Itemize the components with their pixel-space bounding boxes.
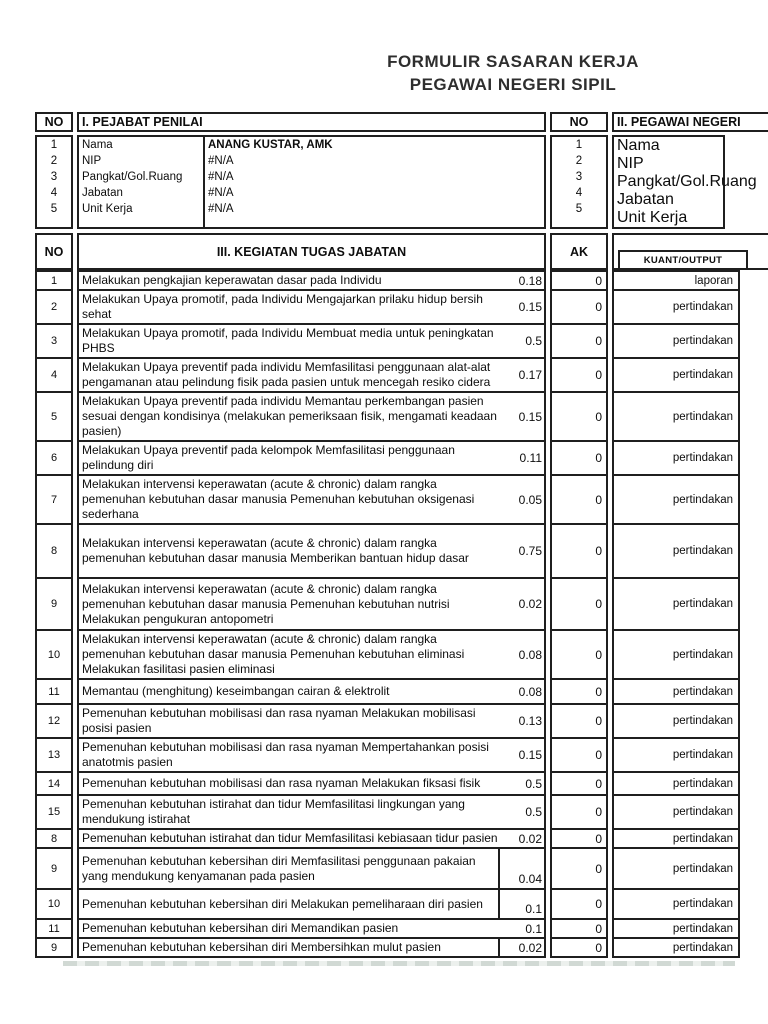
task-no: 8	[35, 828, 73, 849]
pejabat-label: Jabatan	[82, 187, 123, 199]
task-value: 0.15	[518, 300, 542, 314]
task-desc-cell	[77, 794, 546, 830]
task-description: Pemenuhan kebutuhan mobilisasi dan rasa nyaman Melakukan mobilisasi posisi pasien	[82, 706, 476, 735]
pegawai-row-no: 1	[575, 139, 583, 151]
task-no: 3	[35, 323, 73, 359]
task-desc-cell	[77, 937, 546, 958]
task-value: 0.02	[518, 831, 542, 846]
task-kuant-value: pertindakan	[612, 918, 740, 939]
task-description: Pemenuhan kebutuhan kebersihan diri Membersihkan mulut pasien	[82, 940, 441, 954]
clipped-row-remnant	[63, 961, 735, 966]
task-ak-value: 0	[550, 577, 608, 631]
no-header-right: NO	[550, 112, 608, 132]
task-ak-value: 0	[550, 523, 608, 579]
task-desc-cell	[77, 577, 546, 631]
pejabat-details	[77, 135, 546, 229]
task-ak-value: 0	[550, 357, 608, 393]
ak-header: AK	[550, 233, 608, 270]
pegawai-row-no: 4	[575, 187, 583, 199]
task-description: Pemenuhan kebutuhan mobilisasi dan rasa nyaman Melakukan fiksasi fisik	[82, 776, 481, 790]
identity-header-row	[35, 112, 768, 132]
task-description: Melakukan Upaya promotif, pada Individu Mengajarkan prilaku hidup bersih sehat	[82, 292, 483, 321]
task-value: 0.04	[498, 849, 544, 888]
kuant-output-header: KUANT/OUTPUT	[618, 250, 748, 270]
task-no: 14	[35, 771, 73, 796]
table-row	[35, 323, 768, 359]
table-row	[35, 523, 768, 579]
task-kuant-value: pertindakan	[612, 828, 740, 849]
task-no: 9	[35, 847, 73, 890]
table-row	[35, 577, 768, 631]
task-no: 1	[35, 270, 73, 291]
task-kuant-value: pertindakan	[612, 289, 740, 325]
table-row	[35, 703, 768, 739]
task-kuant-value: pertindakan	[612, 391, 740, 442]
task-no: 10	[35, 629, 73, 680]
task-desc-cell	[77, 523, 546, 579]
task-description: Melakukan intervensi keperawatan (acute & chronic) dalam rangka pemenuhan kebutuhan dasar manusia Pemenuhan kebutuhan eliminasi Melakukan fasilitasi pasien eliminasi	[82, 632, 465, 676]
tasks-section-header: III. KEGIATAN TUGAS JABATAN	[77, 233, 546, 270]
task-ak-value: 0	[550, 918, 608, 939]
task-value: 0.02	[518, 597, 542, 611]
task-description: Pemenuhan kebutuhan istirahat dan tidur Memfasilitasi kebiasaan tidur pasien	[82, 831, 498, 845]
form-title	[256, 50, 768, 96]
task-ak-value: 0	[550, 289, 608, 325]
tasks-header-row	[35, 233, 768, 270]
task-description: Melakukan intervensi keperawatan (acute & chronic) dalam rangka pemenuhan kebutuhan dasar manusia Pemenuhan kebutuhan nutrisi Melakukan pengukuran antopometri	[82, 581, 450, 626]
table-row	[35, 357, 768, 393]
pejabat-values	[205, 137, 544, 227]
task-desc-cell	[77, 629, 546, 680]
task-desc-cell	[77, 703, 546, 739]
task-description: Pemenuhan kebutuhan kebersihan diri Melakukan pemeliharaan diri pasien	[82, 896, 483, 911]
pejabat-value: #N/A	[208, 155, 234, 167]
table-row	[35, 847, 768, 890]
pegawai-label: NIP	[617, 155, 644, 172]
pejabat-row-no: 4	[50, 187, 58, 199]
pegawai-row-no: 3	[575, 171, 583, 183]
table-row	[35, 888, 768, 920]
task-no: 5	[35, 391, 73, 442]
pegawai-row-no: 2	[575, 155, 583, 167]
table-row	[35, 794, 768, 830]
pejabat-no-column	[35, 135, 73, 229]
task-description: Melakukan intervensi keperawatan (acute & chronic) dalam rangka pemenuhan kebutuhan dasar manusia Memberikan bantuan hidup dasar	[82, 536, 469, 565]
task-desc-cell	[77, 888, 546, 920]
task-kuant-value: pertindakan	[612, 794, 740, 830]
table-row	[35, 474, 768, 525]
task-value: 0.08	[518, 684, 542, 699]
task-value: 0.5	[525, 805, 542, 819]
task-desc-cell	[77, 828, 546, 849]
task-kuant-value: pertindakan	[612, 323, 740, 359]
pejabat-value: #N/A	[208, 171, 234, 183]
pejabat-value: #N/A	[208, 203, 234, 215]
task-ak-value: 0	[550, 847, 608, 890]
task-description: Memantau (menghitung) keseimbangan cairan & elektrolit	[82, 684, 390, 698]
section2-header: II. PEGAWAI NEGERI	[612, 112, 768, 132]
task-description: Pemenuhan kebutuhan istirahat dan tidur Memfasilitasi lingkungan yang mendukung istirahat	[82, 797, 465, 826]
task-value: 0.75	[518, 544, 542, 558]
task-desc-cell	[77, 440, 546, 476]
task-no: 7	[35, 474, 73, 525]
task-no: 11	[35, 678, 73, 705]
task-description: Melakukan Upaya preventif pada individu Memantau perkembangan pasien sesuai dengan kondisinya (melakukan pemeriksaan fisik, mengamati keadaan pasien)	[82, 394, 497, 438]
pejabat-label: NIP	[82, 155, 102, 167]
task-ak-value: 0	[550, 703, 608, 739]
table-row	[35, 289, 768, 325]
task-no: 15	[35, 794, 73, 830]
task-ak-value: 0	[550, 937, 608, 958]
task-description: Pemenuhan kebutuhan kebersihan diri Memfasilitasi penggunaan pakaian yang mendukung kenyamanan pada pasien	[82, 853, 476, 883]
task-value: 0.13	[518, 714, 542, 728]
identity-body-row	[35, 135, 768, 229]
task-desc-cell	[77, 474, 546, 525]
task-value: 0.08	[518, 647, 542, 662]
table-row	[35, 270, 768, 291]
task-value: 0.15	[518, 748, 542, 762]
task-desc-cell	[77, 678, 546, 705]
task-desc-cell	[77, 289, 546, 325]
pejabat-row-no: 2	[50, 155, 58, 167]
task-ak-value: 0	[550, 737, 608, 773]
pegawai-label: Pangkat/Gol.Ruang	[617, 173, 757, 190]
pejabat-row-no: 5	[50, 203, 58, 215]
table-row	[35, 629, 768, 680]
task-kuant-value: pertindakan	[612, 440, 740, 476]
task-kuant-value: pertindakan	[612, 474, 740, 525]
tasks-no-header: NO	[35, 233, 73, 270]
table-row	[35, 678, 768, 705]
task-ak-value: 0	[550, 440, 608, 476]
no-header-left: NO	[35, 112, 73, 132]
pegawai-row-no: 5	[575, 203, 583, 215]
task-value: 0.1	[525, 921, 542, 936]
pejabat-value: #N/A	[208, 187, 234, 199]
target-header-clipped	[612, 233, 768, 270]
task-ak-value: 0	[550, 391, 608, 442]
task-kuant-value: pertindakan	[612, 357, 740, 393]
task-no: 12	[35, 703, 73, 739]
task-ak-value: 0	[550, 474, 608, 525]
task-description: Melakukan pengkajian keperawatan dasar pada Individu	[82, 273, 382, 287]
pegawai-label: Jabatan	[617, 191, 674, 208]
table-row	[35, 937, 768, 958]
task-kuant-value: pertindakan	[612, 937, 740, 958]
task-ak-value: 0	[550, 270, 608, 291]
task-ak-value: 0	[550, 794, 608, 830]
task-value: 0.11	[519, 451, 542, 465]
pegawai-label: Nama	[617, 137, 660, 154]
form-title-line2: PEGAWAI NEGERI SIPIL	[409, 75, 617, 94]
task-kuant-value: pertindakan	[612, 577, 740, 631]
form-title-line1: FORMULIR SASARAN KERJA	[387, 52, 639, 71]
task-desc-cell	[77, 737, 546, 773]
pejabat-label: Nama	[82, 139, 113, 151]
task-description: Pemenuhan kebutuhan mobilisasi dan rasa nyaman Mempertahankan posisi anatotmis pasien	[82, 740, 489, 769]
table-row	[35, 771, 768, 796]
pejabat-label: Unit Kerja	[82, 203, 133, 215]
task-value: 0.02	[498, 939, 544, 956]
pejabat-labels	[79, 137, 205, 227]
task-kuant-value: pertindakan	[612, 678, 740, 705]
task-description: Melakukan intervensi keperawatan (acute & chronic) dalam rangka pemenuhan kebutuhan dasar manusia Pemenuhan kebutuhan oksigenasi sederhana	[82, 477, 475, 521]
pejabat-label: Pangkat/Gol.Ruang	[82, 171, 183, 183]
pegawai-labels	[612, 135, 757, 229]
pejabat-row-no: 3	[50, 171, 58, 183]
section1-header: I. PEJABAT PENILAI	[77, 112, 546, 132]
task-value: 0.05	[518, 492, 542, 507]
pegawai-label: Unit Kerja	[617, 209, 688, 226]
table-row	[35, 918, 768, 939]
task-desc-cell	[77, 847, 546, 890]
task-no: 10	[35, 888, 73, 920]
pejabat-row-no: 1	[50, 139, 58, 151]
task-kuant-value: laporan	[612, 270, 740, 291]
task-kuant-value: pertindakan	[612, 703, 740, 739]
task-desc-cell	[77, 918, 546, 939]
task-ak-value: 0	[550, 678, 608, 705]
task-kuant-value: pertindakan	[612, 737, 740, 773]
task-no: 4	[35, 357, 73, 393]
task-no: 6	[35, 440, 73, 476]
task-no: 13	[35, 737, 73, 773]
task-no: 11	[35, 918, 73, 939]
task-ak-value: 0	[550, 828, 608, 849]
task-value: 0.15	[518, 409, 542, 424]
task-desc-cell	[77, 323, 546, 359]
task-desc-cell	[77, 391, 546, 442]
task-kuant-value: pertindakan	[612, 771, 740, 796]
form-sheet	[35, 112, 768, 966]
task-ak-value: 0	[550, 888, 608, 920]
task-value: 0.17	[518, 368, 542, 382]
table-row	[35, 391, 768, 442]
task-no: 9	[35, 577, 73, 631]
task-rows	[35, 270, 768, 958]
table-row	[35, 440, 768, 476]
task-value: 0.5	[525, 776, 542, 791]
task-value: 0.1	[498, 890, 544, 918]
pegawai-no-column	[550, 135, 608, 229]
task-ak-value: 0	[550, 629, 608, 680]
task-kuant-value: pertindakan	[612, 523, 740, 579]
task-kuant-value: pertindakan	[612, 629, 740, 680]
task-desc-cell	[77, 357, 546, 393]
task-no: 8	[35, 523, 73, 579]
task-description: Melakukan Upaya preventif pada kelompok Memfasilitasi penggunaan pelindung diri	[82, 443, 455, 472]
task-no: 2	[35, 289, 73, 325]
task-description: Melakukan Upaya promotif, pada Individu Membuat media untuk peningkatan PHBS	[82, 326, 494, 355]
task-ak-value: 0	[550, 771, 608, 796]
pejabat-value: ANANG KUSTAR, AMK	[208, 139, 333, 151]
task-desc-cell	[77, 771, 546, 796]
task-kuant-value: pertindakan	[612, 847, 740, 890]
task-value: 0.18	[518, 273, 542, 288]
task-description: Pemenuhan kebutuhan kebersihan diri Memandikan pasien	[82, 921, 399, 935]
task-value: 0.5	[525, 334, 542, 348]
task-kuant-value: pertindakan	[612, 888, 740, 920]
table-row	[35, 737, 768, 773]
task-desc-cell	[77, 270, 546, 291]
table-row	[35, 828, 768, 849]
task-no: 9	[35, 937, 73, 958]
task-ak-value: 0	[550, 323, 608, 359]
task-description: Melakukan Upaya preventif pada individu Memfasilitasi penggunaan alat-alat pengamanan atau pelindung fisik pada pasien untuk mencegah resiko cidera	[82, 360, 491, 389]
